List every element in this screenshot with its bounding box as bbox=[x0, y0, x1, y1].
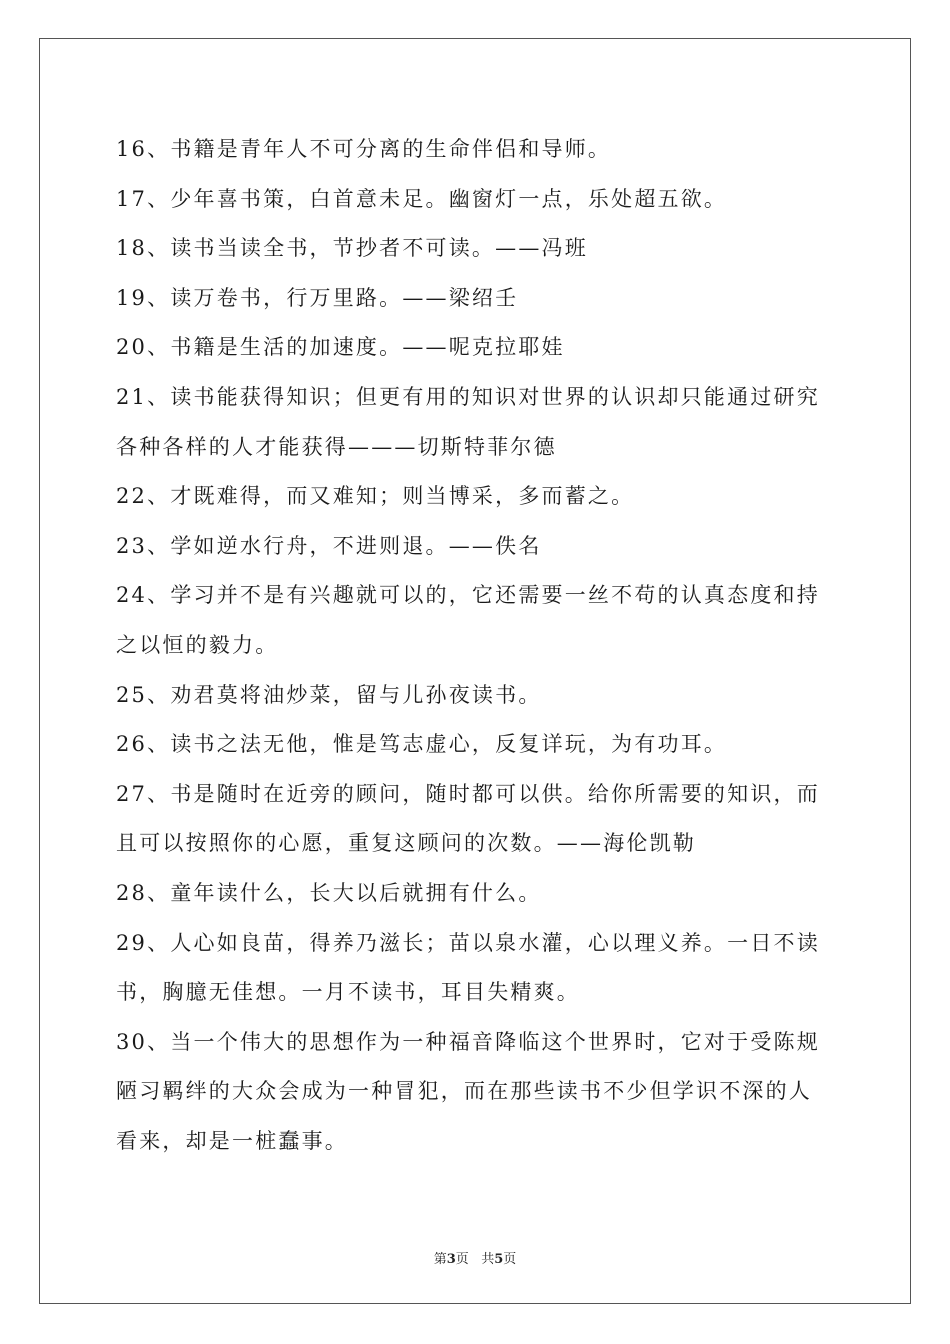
text-line: 19、读万卷书，行万里路。——梁绍壬 bbox=[116, 285, 519, 310]
text-line: 27、书是随时在近旁的顾问，随时都可以供。给你所需要的知识，而 bbox=[116, 781, 820, 806]
text-line: 24、学习并不是有兴趣就可以的，它还需要一丝不苟的认真态度和持 bbox=[116, 583, 820, 608]
total-suffix: 页 bbox=[503, 1252, 517, 1267]
page-prefix: 第 bbox=[433, 1252, 447, 1267]
text-line: 20、书籍是生活的加速度。——呢克拉耶娃 bbox=[116, 335, 565, 360]
text-line: 18、读书当读全书，节抄者不可读。——冯班 bbox=[116, 236, 588, 261]
page-current: 3 bbox=[446, 1252, 456, 1267]
text-line: 28、童年读什么，长大以后就拥有什么。 bbox=[116, 880, 542, 905]
text-line: 看来，却是一桩蠢事。 bbox=[116, 1128, 348, 1153]
text-line: 陋习羁绊的大众会成为一种冒犯，而在那些读书不少但学识不深的人 bbox=[116, 1079, 812, 1104]
text-line: 之以恒的毅力。 bbox=[116, 632, 279, 657]
text-line: 26、读书之法无他，惟是笃志虚心，反复详玩，为有功耳。 bbox=[116, 732, 728, 757]
page-total: 5 bbox=[494, 1252, 504, 1267]
text-line: 17、少年喜书策，白首意未足。幽窗灯一点，乐处超五欲。 bbox=[116, 186, 728, 211]
text-line: 29、人心如良苗，得养乃滋长；苗以泉水灌，心以理义养。一日不读 bbox=[116, 930, 820, 955]
total-prefix: 共 bbox=[481, 1252, 495, 1267]
text-line: 23、学如逆水行舟，不进则退。——佚名 bbox=[116, 533, 542, 558]
text-line: 21、读书能获得知识；但更有用的知识对世界的认识却只能通过研究 bbox=[116, 384, 820, 409]
text-line: 且可以按照你的心愿，重复这顾问的次数。——海伦凯勒 bbox=[116, 831, 696, 856]
text-line: 各种各样的人才能获得———切斯特菲尔德 bbox=[116, 434, 557, 459]
text-line: 25、劝君莫将油炒菜，留与儿孙夜读书。 bbox=[116, 682, 542, 707]
text-line: 书，胸臆无佳想。一月不读书，耳目失精爽。 bbox=[116, 980, 580, 1005]
text-line: 30、当一个伟大的思想作为一种福音降临这个世界时，它对于受陈规 bbox=[116, 1029, 820, 1054]
text-line: 22、才既难得，而又难知；则当博采，多而蓄之。 bbox=[116, 484, 635, 509]
text-line: 16、书籍是青年人不可分离的生命伴侣和导师。 bbox=[116, 137, 612, 161]
page-footer bbox=[0, 1248, 950, 1267]
document-body bbox=[116, 125, 836, 1166]
page-suffix: 页 bbox=[455, 1252, 469, 1267]
